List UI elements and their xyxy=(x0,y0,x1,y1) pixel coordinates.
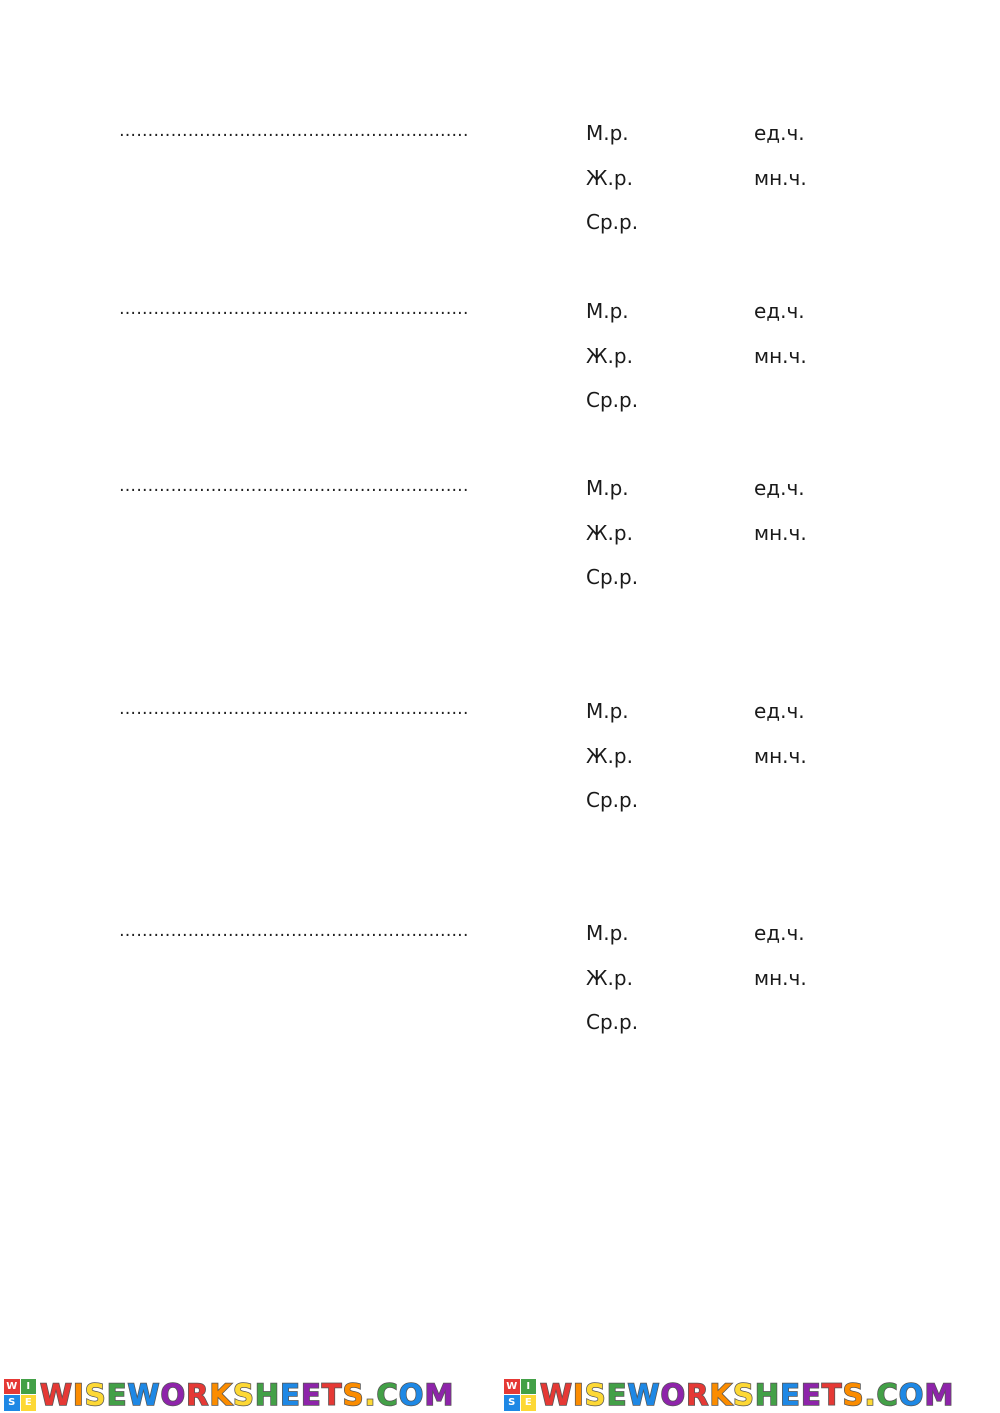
logo-letter: W xyxy=(504,1379,520,1395)
number-option[interactable]: ед.ч. xyxy=(754,299,805,323)
gender-option[interactable]: Ср.р. xyxy=(586,788,639,812)
answer-blank[interactable]: ……………………………………………………. xyxy=(119,699,469,719)
gender-option[interactable]: М.р. xyxy=(586,921,629,945)
answer-blank[interactable]: ……………………………………………………. xyxy=(119,921,469,941)
logo-letter: I xyxy=(521,1379,537,1395)
number-option[interactable]: ед.ч. xyxy=(754,921,805,945)
worksheet-item xyxy=(0,121,1000,273)
logo-letter: S xyxy=(504,1395,520,1411)
answer-blank[interactable]: ……………………………………………………. xyxy=(119,476,469,496)
answer-blank[interactable]: ……………………………………………………. xyxy=(119,299,469,319)
logo-letter: E xyxy=(521,1395,537,1411)
gender-option[interactable]: Ж.р. xyxy=(586,966,633,990)
wordmark: W I S E W O R K S H E E T S . C O M xyxy=(40,1377,455,1412)
footer-watermark xyxy=(0,1376,1000,1413)
logo-letter: E xyxy=(21,1395,37,1411)
logo-icon xyxy=(4,1379,36,1411)
gender-option[interactable]: Ж.р. xyxy=(586,744,633,768)
worksheet-item xyxy=(0,476,1000,628)
logo-letter: W xyxy=(4,1379,20,1395)
number-option[interactable]: мн.ч. xyxy=(754,521,807,545)
gender-option[interactable]: Ж.р. xyxy=(586,166,633,190)
gender-option[interactable]: Ж.р. xyxy=(586,521,633,545)
number-option[interactable]: ед.ч. xyxy=(754,121,805,145)
brand-logo xyxy=(500,1376,1000,1413)
gender-option[interactable]: Ср.р. xyxy=(586,565,639,589)
answer-blank[interactable]: ……………………………………………………. xyxy=(119,121,469,141)
worksheet-item xyxy=(0,299,1000,451)
number-option[interactable]: мн.ч. xyxy=(754,966,807,990)
wordmark: W I S E W O R K S H E E T S . C O M xyxy=(540,1377,955,1412)
number-option[interactable]: ед.ч. xyxy=(754,476,805,500)
logo-icon xyxy=(504,1379,536,1411)
worksheet-item xyxy=(0,921,1000,1073)
gender-option[interactable]: Ср.р. xyxy=(586,1010,639,1034)
gender-option[interactable]: Ж.р. xyxy=(586,344,633,368)
gender-option[interactable]: М.р. xyxy=(586,699,629,723)
number-option[interactable]: ед.ч. xyxy=(754,699,805,723)
gender-option[interactable]: М.р. xyxy=(586,476,629,500)
gender-option[interactable]: Ср.р. xyxy=(586,210,639,234)
logo-letter: S xyxy=(4,1395,20,1411)
gender-option[interactable]: М.р. xyxy=(586,299,629,323)
logo-letter: I xyxy=(21,1379,37,1395)
brand-logo xyxy=(0,1376,500,1413)
worksheet-item xyxy=(0,699,1000,851)
number-option[interactable]: мн.ч. xyxy=(754,744,807,768)
gender-option[interactable]: М.р. xyxy=(586,121,629,145)
gender-option[interactable]: Ср.р. xyxy=(586,388,639,412)
number-option[interactable]: мн.ч. xyxy=(754,166,807,190)
number-option[interactable]: мн.ч. xyxy=(754,344,807,368)
